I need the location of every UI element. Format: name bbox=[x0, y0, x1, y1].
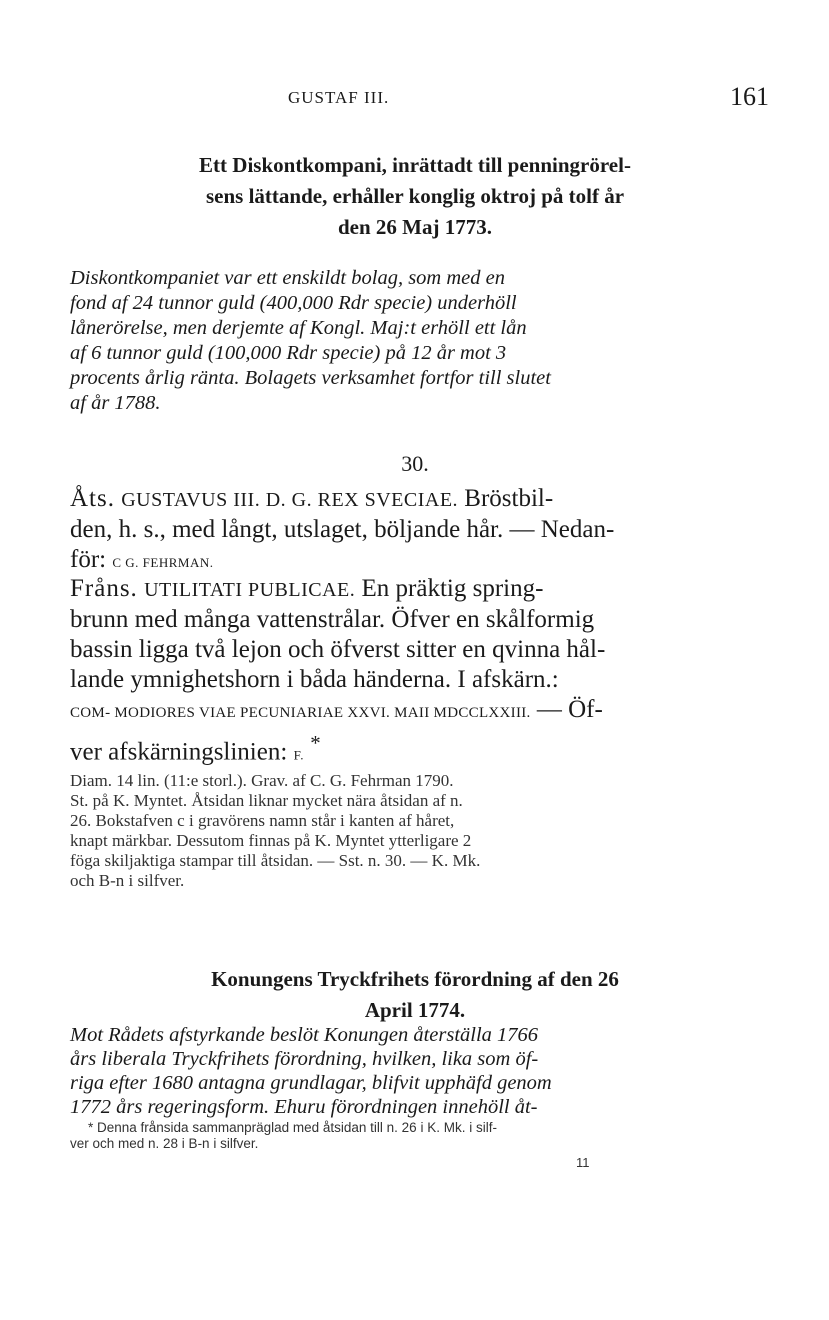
heading-line: Ett Diskontkompani, inrättadt till penningrörel- bbox=[199, 153, 631, 177]
exergue-legend: COM- MODIORES VIAE PECUNIARIAE XXVI. MAII MDCCLXXIII. bbox=[70, 705, 531, 721]
obverse-legend: GUSTAVUS III. D. G. REX SVECIAE. bbox=[121, 489, 459, 511]
text-line: lande ymnighetshorn i båda händerna. I afskärn.: bbox=[70, 666, 559, 693]
heading-line: April 1774. bbox=[364, 998, 466, 1022]
text-line: af år 1788. bbox=[70, 392, 161, 414]
text-line: lånerörelse, men derjemte af Kongl. Maj:t erhöll ett lån bbox=[70, 317, 527, 339]
text-line: fond af 24 tunnor guld (400,000 Rdr specie) underhöll bbox=[70, 292, 517, 314]
entry-number: 30. bbox=[401, 451, 429, 476]
text-line: den, h. s., med långt, utslaget, böljande hår. — Nedan- bbox=[70, 516, 615, 543]
text-line: brunn med många vattenstrålar. Öfver en skålformig bbox=[70, 606, 595, 633]
running-head bbox=[70, 84, 769, 114]
text-line bbox=[70, 484, 760, 515]
coin-details bbox=[70, 771, 760, 891]
reverse-legend: UTILITATI PUBLICAE. bbox=[144, 579, 356, 601]
text-line: riga efter 1680 antagna grundlagar, blifvit upphäfd genom bbox=[70, 1072, 552, 1094]
exergue-tail-continued: ver afskärningslinien: bbox=[70, 738, 288, 766]
text-line: bassin ligga två lejon och öfverst sitter en qvinna hål- bbox=[70, 636, 606, 663]
reverse-label: Fråns. bbox=[70, 575, 138, 602]
text-line: procents årlig ränta. Bolagets verksamhet fortfor till slutet bbox=[70, 367, 551, 389]
footnote-reference: * bbox=[310, 731, 321, 755]
footnote bbox=[70, 1120, 760, 1152]
tryckfrihet-paragraph bbox=[70, 1023, 760, 1119]
heading-line: den 26 Maj 1773. bbox=[338, 215, 492, 239]
text-line bbox=[70, 695, 760, 728]
engraver-signature: C G. FEHRMAN. bbox=[112, 555, 214, 570]
running-title: GUSTAF III. bbox=[288, 88, 390, 107]
text-line: föga skiljaktiga stampar till åtsidan. — Sst. n. 30. — K. Mk. bbox=[70, 851, 481, 870]
heading-line: sens lättande, erhåller konglig oktroj på tolf år bbox=[205, 184, 625, 208]
text-line: och B-n i silfver. bbox=[70, 871, 185, 890]
coin-reverse-description bbox=[70, 574, 760, 770]
footnote-line bbox=[70, 1120, 760, 1136]
reverse-desc: En präktig spring- bbox=[361, 575, 544, 602]
diskontkompani-paragraph bbox=[70, 266, 760, 416]
text-line: års liberala Tryckfrihets förordning, hvilken, lika som öf- bbox=[70, 1048, 539, 1070]
text-line: 1772 års regeringsform. Ehuru förordningen innehöll åt- bbox=[70, 1096, 538, 1118]
obverse-desc: Bröstbil- bbox=[464, 485, 554, 512]
footnote-line: ver och med n. 28 i B-n i silfver. bbox=[70, 1136, 259, 1151]
text-line: Diskontkompaniet var ett enskildt bolag, som med en bbox=[70, 267, 505, 289]
section-heading-diskontkompani bbox=[70, 150, 760, 243]
exergue-tail: — Öf- bbox=[536, 696, 603, 723]
printer-signature-mark: 11 bbox=[576, 1155, 590, 1170]
text-line: 26. Bokstafven c i gravörens namn står i kanten af håret, bbox=[70, 811, 455, 830]
page-number: 161 bbox=[730, 82, 769, 111]
obverse-desc-tail: för: bbox=[70, 546, 107, 573]
text-line: Diam. 14 lin. (11:e storl.). Grav. af C. G. Fehrman 1790. bbox=[70, 771, 454, 790]
text-line: Mot Rådets afstyrkande beslöt Konungen återställa 1766 bbox=[70, 1024, 539, 1046]
heading-line: Konungens Tryckfrihets förordning af den 26 bbox=[211, 967, 619, 991]
coin-obverse-description bbox=[70, 484, 760, 578]
text-line: St. på K. Myntet. Åtsidan liknar mycket nära åtsidan af n. bbox=[70, 791, 463, 810]
text-line bbox=[70, 574, 760, 605]
exergue-mark: F. bbox=[293, 747, 305, 763]
obverse-label: Åts. bbox=[70, 485, 115, 512]
footnote-text: * Denna frånsida sammanpräglad med åtsidan till n. 26 i K. Mk. i silf- bbox=[88, 1120, 497, 1135]
text-line: knapt märkbar. Dessutom finnas på K. Myntet ytterligare 2 bbox=[70, 831, 472, 850]
text-line: af 6 tunnor guld (100,000 Rdr specie) på 12 år mot 3 bbox=[70, 342, 507, 364]
section-heading-tryckfrihet bbox=[70, 964, 760, 1026]
text-line bbox=[70, 728, 760, 770]
